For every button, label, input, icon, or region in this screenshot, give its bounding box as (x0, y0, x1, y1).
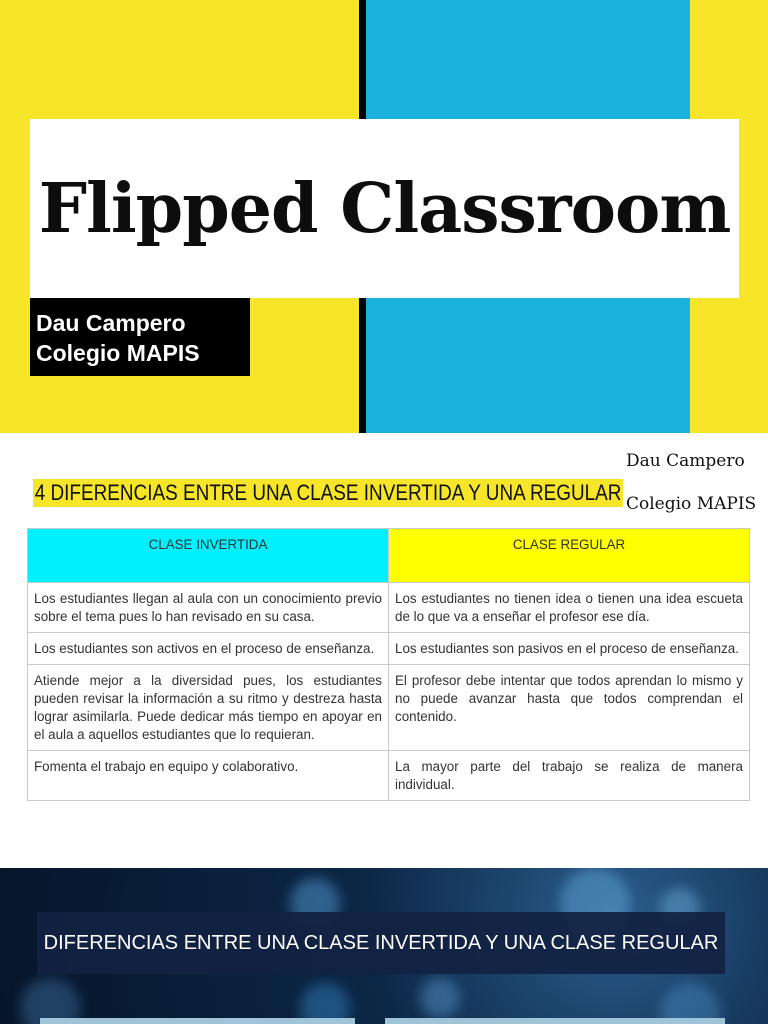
bottom-strip (40, 1018, 355, 1024)
side-author: Dau Campero (626, 451, 745, 471)
header-clase-regular: CLASE REGULAR (389, 529, 750, 583)
table-row (28, 751, 750, 801)
bottom-strip (385, 1018, 725, 1024)
table-cell: Los estudiantes llegan al aula con un conocimiento previo sobre el tema pues lo han revisado en su casa. (28, 583, 389, 633)
comparison-table (27, 528, 750, 801)
author-name: Dau Campero (36, 310, 186, 336)
school-name: Colegio MAPIS (36, 340, 200, 366)
side-school: Colegio MAPIS (626, 494, 757, 514)
comparison-page (0, 433, 768, 865)
slide-banner (37, 912, 725, 974)
title-box (30, 119, 739, 298)
table-cell: Atiende mejor a la diversidad pues, los estudiantes pueden revisar la información a su ritmo y destreza hasta lograr asimilarla. Puede dedicar más tiempo en apoyar en el aula a aquellos estudiantes que lo requieran. (28, 665, 389, 751)
header-clase-invertida: CLASE INVERTIDA (28, 529, 389, 583)
background-bokeh (420, 978, 460, 1018)
table-cell: Los estudiantes son pasivos en el proceso de enseñanza. (389, 633, 750, 665)
table-cell: Los estudiantes no tienen idea o tienen una idea escueta de lo que va a enseñar el profesor ese día. (389, 583, 750, 633)
table-cell: La mayor parte del trabajo se realiza de manera individual. (389, 751, 750, 801)
table-cell: Los estudiantes son activos en el proceso de enseñanza. (28, 633, 389, 665)
banner-text: DIFERENCIAS ENTRE UNA CLASE INVERTIDA Y UNA CLASE REGULAR (43, 931, 719, 954)
slide-three (0, 868, 768, 1024)
table-row (28, 633, 750, 665)
comparison-heading: 4 DIFERENCIAS ENTRE UNA CLASE INVERTIDA Y UNA REGULAR (34, 480, 622, 505)
table-row (28, 583, 750, 633)
table-cell: Fomenta el trabajo en equipo y colaborativo. (28, 751, 389, 801)
table-row (28, 665, 750, 751)
author-box (30, 298, 250, 376)
page-title: Flipped Classroom (38, 168, 731, 249)
table-cell: El profesor debe intentar que todos aprendan lo mismo y no puede avanzar hasta que todos comprendan el contenido. (389, 665, 750, 751)
cover-page (0, 0, 768, 433)
table-header-row (28, 529, 750, 583)
